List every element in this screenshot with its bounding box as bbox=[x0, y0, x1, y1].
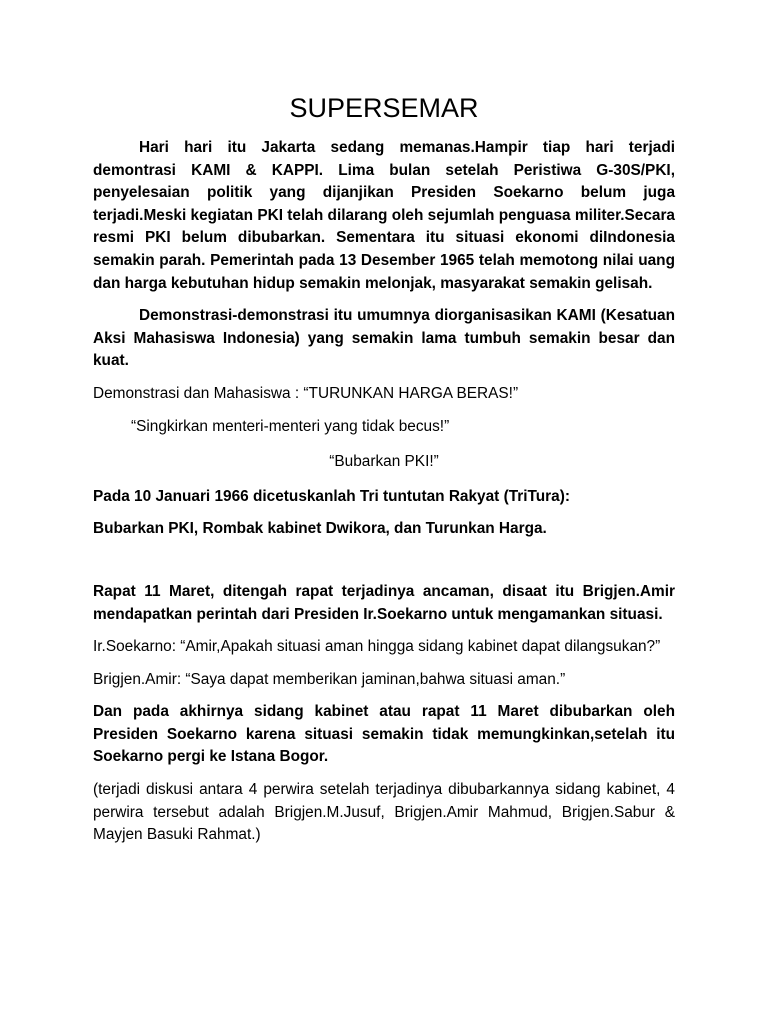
document-title: SUPERSEMAR bbox=[289, 93, 479, 123]
paragraph-tritura: Pada 10 Januari 1966 dicetuskanlah Tri tuntutan Rakyat (TriTura): bbox=[93, 487, 570, 505]
paragraph-rapat: Rapat 11 Maret, ditengah rapat terjadinya ancaman, disaat itu Brigjen.Amir mendapatkan perintah dari Presiden Ir.Soekarno untuk mengamankan situasi. bbox=[93, 582, 675, 623]
quote-bubarkan-pki: “Bubarkan PKI!” bbox=[329, 453, 439, 471]
paragraph-intro: Hari hari itu Jakarta sedang memanas.Hampir tiap hari terjadi demontrasi KAMI & KAPPI. Lima bulan setelah Peristiwa G-30S/PKI, penyelesaian politik yang dijanjikan Presiden Soekarno belum juga terjadi.Meski kegiatan PKI telah dilarang oleh sejumlah penguasa militer.Secara resmi PKI belum dibubarkan. Sementara itu situasi ekonomi diIndonesia semakin parah. Pemerintah pada 13 Desember 1965 telah memotong nilai uang dan harga kebutuhan hidup semakin melonjak, masyarakat semakin gelisah. bbox=[93, 139, 675, 292]
spacer bbox=[93, 551, 675, 581]
paragraph-tritura-list: Bubarkan PKI, Rombak kabinet Dwikora, dan Turunkan Harga. bbox=[93, 520, 547, 538]
paragraph-sidang-dibubarkan: Dan pada akhirnya sidang kabinet atau rapat 11 Maret dibubarkan oleh Presiden Soekarno karena situasi semakin tidak memungkinkan,setelah itu Soekarno pergi ke Istana Bogor. bbox=[93, 703, 675, 766]
paragraph-demo-quote: Demonstrasi dan Mahasiswa : “TURUNKAN HARGA BERAS!” bbox=[93, 384, 519, 402]
paragraph-kami: Demonstrasi-demonstrasi itu umumnya diorganisasikan KAMI (Kesatuan Aksi Mahasiswa Indonesia) yang semakin lama tumbuh semakin besar dan kuat. bbox=[93, 307, 675, 370]
paragraph-perwira: (terjadi diskusi antara 4 perwira setelah terjadinya dibubarkannya sidang kabinet, 4 perwira tersebut adalah Brigjen.M.Jusuf, Brigjen.Amir Mahmud, Brigjen.Sabur & Mayjen Basuki Rahmat.) bbox=[93, 781, 675, 844]
paragraph-amir-quote: Brigjen.Amir: “Saya dapat memberikan jaminan,bahwa situasi aman.” bbox=[93, 670, 566, 688]
quote-menteri: “Singkirkan menteri-menteri yang tidak becus!” bbox=[131, 417, 450, 435]
paragraph-soekarno-quote: Ir.Soekarno: “Amir,Apakah situasi aman hingga sidang kabinet dapat dilangsukan?” bbox=[93, 638, 661, 656]
